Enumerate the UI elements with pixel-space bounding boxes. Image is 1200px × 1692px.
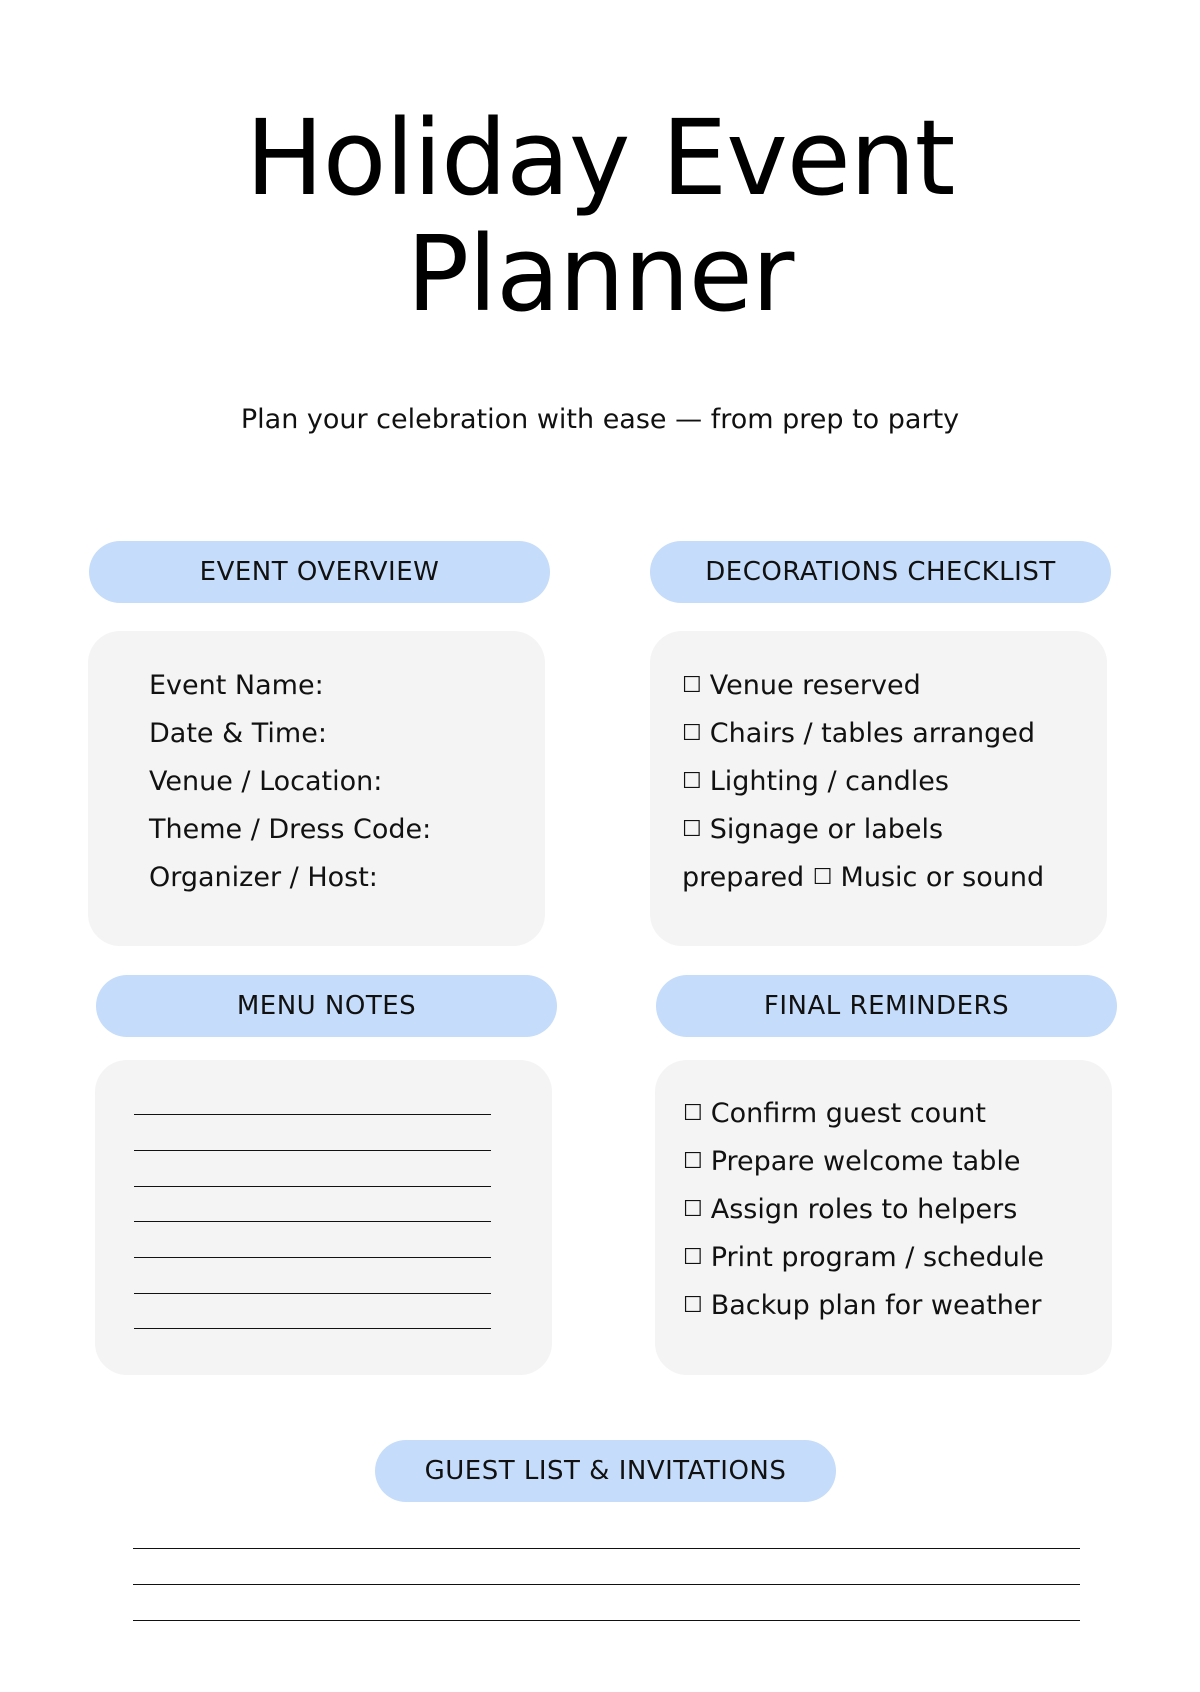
page-subtitle: Plan your celebration with ease — from prep to party: [240, 404, 960, 435]
checklist-item-label: Confirm guest count: [710, 1098, 987, 1129]
checkbox-icon[interactable]: ☐: [683, 1101, 703, 1126]
checklist-item-label: Assign roles to helpers: [710, 1194, 1018, 1225]
checklist-item[interactable]: [682, 758, 1044, 806]
checkbox-icon[interactable]: ☐: [682, 769, 702, 794]
page-title: [0, 97, 1200, 335]
writing-line[interactable]: [134, 1114, 491, 1115]
event-overview-fields: [149, 662, 431, 902]
menu-notes-panel: [95, 1060, 552, 1375]
field-venue-location: Venue / Location:: [149, 766, 383, 797]
checklist-item-continuation: prepared: [682, 862, 805, 893]
guest-list-line[interactable]: [133, 1620, 1080, 1621]
writing-line[interactable]: [134, 1257, 491, 1258]
checklist-item-label: Chairs / tables arranged: [709, 718, 1036, 749]
checkbox-icon[interactable]: ☐: [683, 1245, 703, 1270]
checklist-item-label: Print program / schedule: [710, 1242, 1044, 1273]
checklist-item[interactable]: [682, 806, 1044, 854]
guest-list-line[interactable]: [133, 1584, 1080, 1585]
checkbox-icon[interactable]: ☐: [682, 817, 702, 842]
final-reminders-heading: FINAL REMINDERS: [656, 975, 1117, 1037]
checklist-item[interactable]: [682, 710, 1044, 758]
writing-line[interactable]: [134, 1328, 491, 1329]
event-overview-heading: EVENT OVERVIEW: [89, 541, 550, 603]
checkbox-icon[interactable]: ☐: [682, 673, 702, 698]
checklist-item[interactable]: [683, 1138, 1044, 1186]
checkbox-icon[interactable]: ☐: [683, 1293, 703, 1318]
field-organizer-host: Organizer / Host:: [149, 862, 378, 893]
checklist-item-label: Signage or labels: [709, 814, 944, 845]
checkbox-icon[interactable]: ☐: [812, 865, 833, 890]
checklist-item[interactable]: [682, 662, 1044, 710]
guest-list-line[interactable]: [133, 1548, 1080, 1549]
event-overview-panel: [88, 631, 545, 946]
field-date-time: Date & Time:: [149, 718, 327, 749]
checklist-item-label: Venue reserved: [709, 670, 921, 701]
writing-line[interactable]: [134, 1150, 491, 1151]
checkbox-icon[interactable]: ☐: [683, 1149, 703, 1174]
final-reminders-panel: [655, 1060, 1112, 1375]
guest-list-heading: GUEST LIST & INVITATIONS: [375, 1440, 836, 1502]
checklist-item-label: Prepare welcome table: [710, 1146, 1021, 1177]
checklist-item-label: Backup plan for weather: [710, 1290, 1042, 1321]
writing-line[interactable]: [134, 1293, 491, 1294]
checklist-item[interactable]: [683, 1282, 1044, 1330]
title-line-1: Holiday Event: [245, 97, 955, 219]
checklist-item-label: Lighting / candles: [709, 766, 949, 797]
field-event-name: Event Name:: [149, 670, 324, 701]
checklist-item[interactable]: [683, 1186, 1044, 1234]
checklist-item[interactable]: [683, 1234, 1044, 1282]
menu-notes-heading: MENU NOTES: [96, 975, 557, 1037]
checklist-item[interactable]: [683, 1090, 1044, 1138]
decorations-checklist-heading: DECORATIONS CHECKLIST: [650, 541, 1111, 603]
checkbox-icon[interactable]: ☐: [682, 721, 702, 746]
writing-line[interactable]: [134, 1186, 491, 1187]
title-line-2: Planner: [406, 213, 794, 335]
decorations-checklist-panel: [650, 631, 1107, 946]
checklist-item[interactable]: [682, 854, 1044, 902]
writing-line[interactable]: [134, 1221, 491, 1222]
decorations-checklist: [682, 662, 1044, 902]
final-reminders-checklist: [683, 1090, 1044, 1330]
checkbox-icon[interactable]: ☐: [683, 1197, 703, 1222]
checklist-item-label: Music or sound: [840, 862, 1045, 893]
field-theme-dress-code: Theme / Dress Code:: [149, 814, 432, 845]
